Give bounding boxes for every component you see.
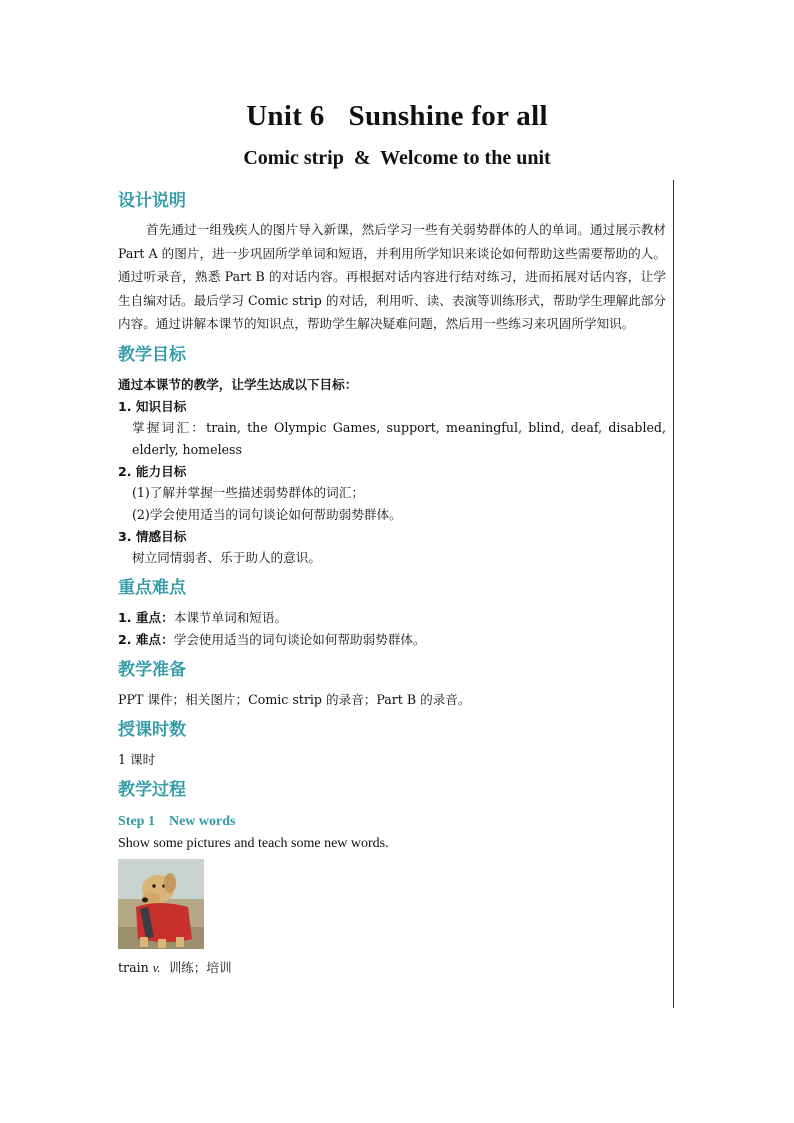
step-instruction: Show some pictures and teach some new words. (118, 835, 389, 851)
document-subtitle: Comic strip & Welcome to the unit (243, 147, 551, 169)
ability-title: 2. 能力目标 (118, 463, 187, 479)
step-title: New words (168, 813, 236, 829)
unit-label: Unit 6 (246, 100, 325, 132)
difficult-text: 学会使用适当的词句谈论如何帮助弱势群体。 (173, 631, 426, 647)
difficult-point (118, 629, 666, 651)
objectives-lead: 通过本课节的教学，让学生达成以下目标： (118, 376, 358, 392)
knowledge-body: 掌握词汇：train, the Olympic Games, support, meaningful, blind, deaf, disabled, elderly, homeless (132, 419, 666, 457)
design-paragraph: 首先通过一组残疾人的图片导入新课，然后学习一些有关弱势群体的人的单词。通过展示教材 Part A 的图片，进一步巩固所学单词和短语，并利用所学知识来谈论如何帮助这些需要帮助的人。通过听录音，熟悉 Part B 的对话内容。再根据对话内容进行结对练习，进而拓展对话内容，让学生自编对话。最后学习 Comic strip 的对话，利用听、读、表演等训练形式，帮助学生理解此部分内容。通过讲解本课节的知识点，帮助学生解决疑难问题，然后用一些练习来巩固所学知识。 (118, 222, 666, 331)
document-body (118, 188, 666, 979)
document-title (0, 100, 794, 133)
step-heading (118, 811, 666, 833)
ability-item-2: (2)学会使用适当的词句谈论如何帮助弱势群体。 (132, 506, 402, 522)
section-heading-key-points: 重点难点 (118, 577, 186, 598)
section-heading-process: 教学过程 (118, 779, 186, 800)
guide-dog-photo (118, 859, 204, 949)
section-heading-prep: 教学准备 (118, 659, 186, 680)
section-heading-hours: 授课时数 (118, 719, 186, 740)
emotion-title: 3. 情感目标 (118, 528, 187, 544)
vocab-pos: v. (152, 960, 161, 975)
section-heading-objectives: 教学目标 (118, 344, 186, 365)
difficult-label: 2. 难点： (118, 631, 174, 647)
prep-text: PPT 课件；相关图片；Comic strip 的录音；Part B 的录音。 (118, 691, 471, 707)
section-heading-design: 设计说明 (118, 191, 186, 211)
vocab-meaning: 训练；培训 (168, 959, 232, 975)
margin-rule (673, 180, 674, 1008)
key-label: 1. 重点： (118, 609, 174, 625)
key-point (118, 607, 666, 629)
ability-item-1: (1)了解并掌握一些描述弱势群体的词汇； (132, 484, 364, 500)
vocab-entry (118, 957, 666, 979)
vocab-word: train (118, 959, 149, 975)
knowledge-title: 1. 知识目标 (118, 398, 187, 414)
dog-illustration (118, 859, 204, 949)
key-text: 本课节单词和短语。 (173, 609, 288, 625)
hours-text: 1 课时 (118, 751, 156, 767)
unit-title: Sunshine for all (348, 100, 548, 132)
step-label: Step 1 (118, 813, 155, 829)
emotion-body: 树立同情弱者、乐于助人的意识。 (132, 549, 321, 565)
